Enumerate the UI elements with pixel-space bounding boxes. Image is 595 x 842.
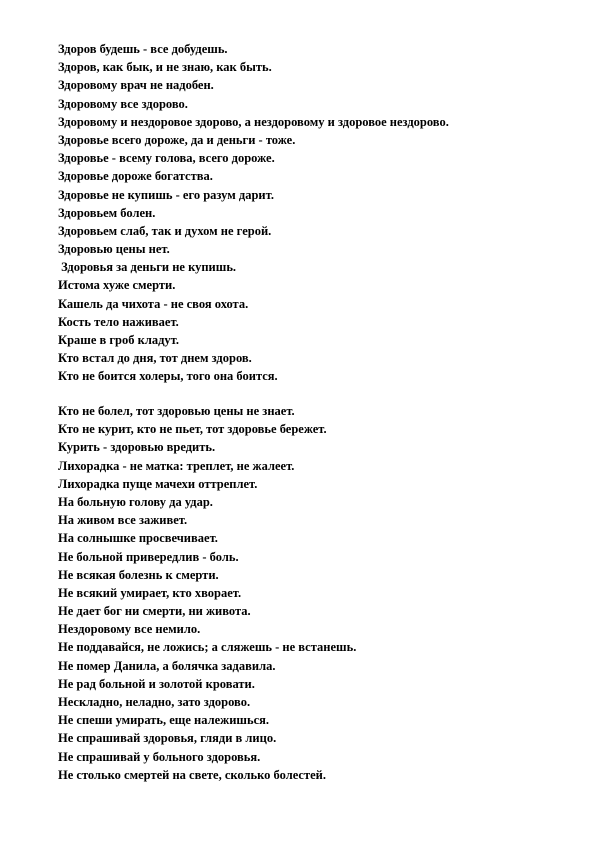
proverb-line: Нездоровому все немило.: [58, 622, 201, 637]
proverb-line: Здоровьем слаб, так и духом не герой.: [58, 223, 272, 238]
proverb-line: Здоровьем болен.: [58, 205, 156, 220]
proverb-line: Кто не болел, тот здоровью цены не знает.: [58, 404, 295, 418]
proverb-line: Здоров, как бык, и не знаю, как быть.: [58, 60, 272, 75]
proverb-line: Не дает бог ни смерти, ни живота.: [58, 604, 251, 619]
proverb-line: Здоровому все здорово.: [58, 96, 188, 111]
proverb-line: Не спеши умирать, еще належишься.: [58, 713, 270, 728]
proverb-line: Кашель да чихота - не своя охота.: [58, 296, 249, 311]
proverb-line: Не всякий умирает, кто хворает.: [58, 585, 242, 600]
proverb-line: Курить - здоровью вредить.: [58, 440, 216, 455]
proverb-line: На больную голову да удар.: [58, 494, 213, 509]
proverb-line: Лихорадка - не матка: треплет, не жалеет.: [58, 458, 295, 473]
proverb-line: Здоровье не купишь - его разум дарит.: [58, 187, 274, 202]
proverb-line: Кость тело наживает.: [58, 314, 179, 329]
proverb-line: Кто не курит, кто не пьет, тот здоровье бережет.: [58, 422, 327, 437]
proverb-line: Истома хуже смерти.: [58, 278, 176, 293]
proverb-line: Здоровье всего дороже, да и деньги - тоже.: [58, 132, 296, 147]
proverb-line: Кто не боится холеры, того она боится.: [58, 369, 278, 384]
proverb-line: Здоровому и нездоровое здорово, а нездоровому и здоровое нездорово.: [58, 114, 449, 129]
proverb-line: Здоровья за деньги не купишь.: [58, 260, 237, 275]
proverb-line: Не столько смертей на свете, сколько болестей.: [58, 767, 326, 782]
proverb-line: Нескладно, неладно, зато здорово.: [58, 695, 251, 709]
proverb-line: На солнышке просвечивает.: [58, 531, 218, 546]
proverb-line: Здоровье - всему голова, всего дороже.: [58, 151, 275, 166]
proverb-line: Не спрашивай здоровья, гляди в лицо.: [58, 731, 277, 746]
proverb-line: Здоров будешь - все добудешь.: [58, 42, 228, 56]
proverb-line: Не рад больной и золотой кровати.: [58, 676, 255, 691]
proverb-line: Не больной привередлив - боль.: [58, 549, 239, 564]
proverb-line: Не помер Данила, а болячка задавила.: [58, 658, 276, 673]
proverb-line: Кто встал до дня, тот днем здоров.: [58, 351, 252, 366]
proverb-line: На живом все заживет.: [58, 513, 188, 528]
proverbs-block-2: [58, 402, 578, 784]
proverb-line: Не спрашивай у больного здоровья.: [58, 749, 261, 764]
proverb-line: Лихорадка пуще мачехи оттреплет.: [58, 476, 258, 491]
proverb-line: Здоровому врач не надобен.: [58, 78, 214, 93]
proverb-line: Здоровье дороже богатства.: [58, 169, 213, 184]
proverbs-block-1: [58, 40, 578, 386]
proverb-line: Краше в гроб кладут.: [58, 333, 179, 347]
proverb-line: Не всякая болезнь к смерти.: [58, 567, 219, 582]
proverb-line: Здоровью цены нет.: [58, 242, 170, 257]
proverb-line: Не поддавайся, не ложись; а сляжешь - не встанешь.: [58, 640, 357, 655]
